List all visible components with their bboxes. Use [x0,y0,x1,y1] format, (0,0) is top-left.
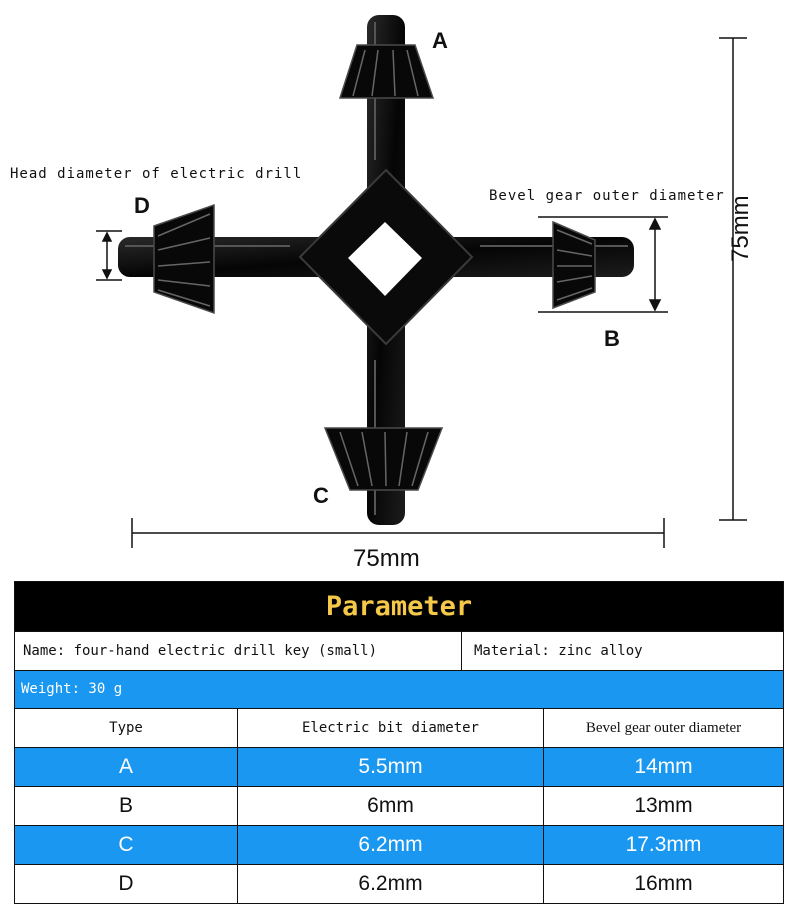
table-row [15,864,783,903]
table-row [15,747,783,786]
header-bevel-diameter: Bevel gear outer diameter [585,720,742,736]
type-cell: D [15,865,238,903]
label-d: D [134,193,150,218]
head-diameter-label: Head diameter of electric drill [10,166,303,182]
bit-diameter-cell: 6mm [238,787,544,825]
height-dimension-label: 75mm [727,195,754,262]
header-bit-diameter: Electric bit diameter [238,709,544,747]
parameter-title: Parameter [15,582,783,631]
label-c: C [313,483,329,508]
bevel-gear-a [340,45,433,98]
width-dimension-label: 75mm [353,545,420,572]
bit-diameter-cell: 6.2mm [238,865,544,903]
bit-diameter-cell: 5.5mm [238,748,544,786]
bevel-diameter-cell: 16mm [634,872,693,895]
bevel-diameter-cell: 14mm [634,755,693,778]
material-cell: Material: zinc alloy [474,643,643,659]
header-type: Type [15,709,238,747]
label-a: A [432,28,448,53]
bevel-gear-c [325,428,442,490]
bevel-gear-b [553,222,595,308]
type-cell: B [15,787,238,825]
weight-cell: Weight: 30 g [21,681,123,697]
height-dimension [719,38,747,520]
type-cell: C [15,826,238,864]
parameter-table [14,581,784,904]
bevel-gear-d [154,205,214,313]
name-material-row [15,631,783,670]
table-header-row [15,708,783,747]
name-cell: Name: four-hand electric drill key (small) [15,632,462,670]
bevel-diameter-cell: 17.3mm [625,833,702,856]
bevel-diameter-label: Bevel gear outer diameter [489,188,725,204]
type-cell: A [15,748,238,786]
weight-row [15,670,783,708]
label-b: B [604,326,620,351]
bevel-diameter-cell: 13mm [634,794,693,817]
table-row [15,825,783,864]
table-row [15,786,783,825]
bit-diameter-cell: 6.2mm [238,826,544,864]
